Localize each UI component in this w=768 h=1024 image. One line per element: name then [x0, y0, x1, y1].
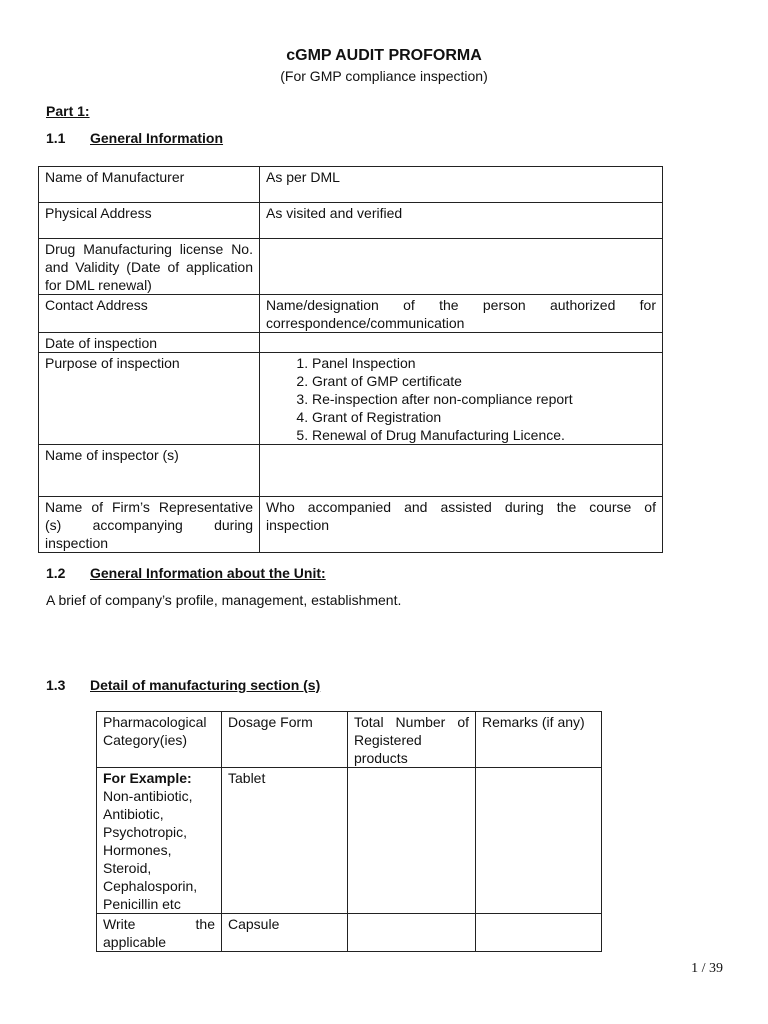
row-value [260, 353, 663, 445]
list-item: 2. Grant of GMP certificate [312, 372, 656, 390]
total-cell [348, 914, 476, 952]
table-row [97, 768, 602, 914]
row-label: Name of Manufacturer [39, 167, 260, 203]
column-header: Remarks (if any) [476, 712, 602, 768]
dosage-cell: Capsule [222, 914, 348, 952]
table-row [97, 914, 602, 952]
section-number: 1.1 [46, 130, 66, 146]
list-item: 5. Renewal of Drug Manufacturing Licence. [312, 426, 656, 444]
dosage-cell: Tablet [222, 768, 348, 914]
purpose-list [266, 354, 656, 444]
table-row [39, 167, 663, 203]
example-label: For Example: [103, 770, 192, 786]
row-value [260, 333, 663, 353]
part-label: Part 1: [46, 103, 90, 119]
page-number: 1 / 39 [691, 961, 723, 976]
table-row [39, 333, 663, 353]
section-number: 1.3 [46, 677, 66, 693]
row-label: Name of inspector (s) [39, 445, 260, 497]
row-value: As per DML [260, 167, 663, 203]
remarks-cell [476, 768, 602, 914]
row-value: As visited and verified [260, 203, 663, 239]
table-row [39, 353, 663, 445]
row-label: Purpose of inspection [39, 353, 260, 445]
section-title: General Information about the Unit: [90, 565, 326, 581]
row-label: Name of Firm’s Representative (s) accompanying during inspection [39, 497, 260, 553]
list-item: 1. Panel Inspection [312, 354, 656, 372]
row-value: Who accompanied and assisted during the course of inspection [260, 497, 663, 553]
row-label: Physical Address [39, 203, 260, 239]
manufacturing-table [96, 711, 602, 952]
category-text: Write the applicable [103, 916, 215, 950]
row-label: Contact Address [39, 295, 260, 333]
general-info-table [38, 166, 663, 553]
remarks-cell [476, 914, 602, 952]
table-row [39, 497, 663, 553]
section-number: 1.2 [46, 565, 66, 581]
column-header: Pharmacological Category(ies) [97, 712, 222, 768]
row-label: Date of inspection [39, 333, 260, 353]
category-cell [97, 768, 222, 914]
table-row [39, 239, 663, 295]
total-cell [348, 768, 476, 914]
table-header-row [97, 712, 602, 768]
column-header: Total Number of Registered products [348, 712, 476, 768]
section-title: Detail of manufacturing section (s) [90, 677, 321, 693]
column-header: Dosage Form [222, 712, 348, 768]
list-item: 4. Grant of Registration [312, 408, 656, 426]
table-row [39, 445, 663, 497]
section-heading-1-1 [46, 130, 224, 146]
row-value [260, 445, 663, 497]
table-row [39, 295, 663, 333]
category-cell [97, 914, 222, 952]
section-title: General Information [90, 130, 224, 146]
list-item: 3. Re-inspection after non-compliance report [312, 390, 656, 408]
section-heading-1-3 [46, 677, 321, 693]
section-heading-1-2 [46, 565, 326, 581]
row-value: Name/designation of the person authorized for correspondence/communication [260, 295, 663, 333]
table-row [39, 203, 663, 239]
row-label: Drug Manufacturing license No. and Validity (Date of application for DML renewal) [39, 239, 260, 295]
document-subtitle: (For GMP compliance inspection) [280, 68, 488, 84]
section-body: A brief of company’s profile, management, establishment. [46, 592, 402, 608]
document-title: cGMP AUDIT PROFORMA [286, 47, 482, 64]
row-value [260, 239, 663, 295]
category-text: Non-antibiotic, Antibiotic, Psychotropic, Hormones, Steroid, Cephalosporin, Penicillin etc [103, 788, 198, 912]
